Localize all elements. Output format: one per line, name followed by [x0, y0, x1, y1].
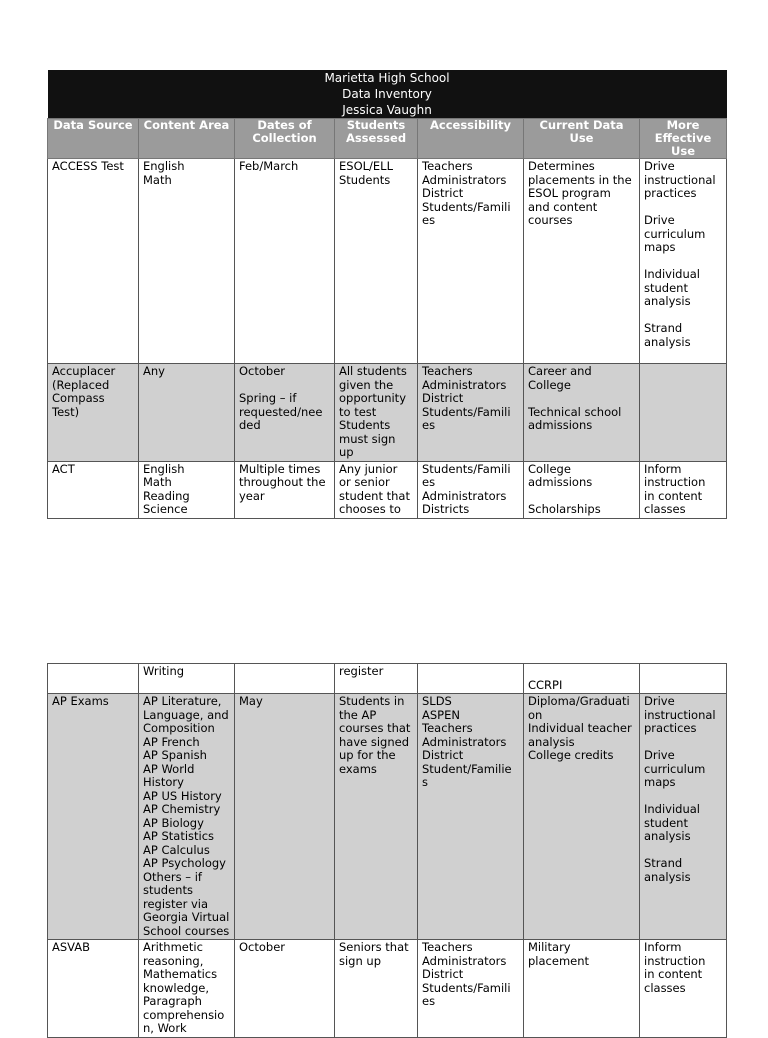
data-inventory-page-1 [47, 70, 726, 519]
content-area-cell: Arithmetic reasoning, Mathematics knowledge, Paragraph comprehensio n, Work [139, 940, 235, 1038]
dates-cell: October Spring – if requested/nee ded [235, 364, 335, 462]
effective-use-cell [640, 364, 727, 462]
dates-cell: October [235, 940, 335, 1038]
dates-cell [235, 664, 335, 694]
dates-cell: Multiple times throughout the year [235, 461, 335, 518]
header-current-data-use: Current Data Use [524, 119, 640, 159]
accessibility-cell: Students/Famili es Administrators Districts [418, 461, 524, 518]
current-use-cell: Career and College Technical school admissions [524, 364, 640, 462]
accessibility-cell: Teachers Administrators District Students/Famili es [418, 364, 524, 462]
accessibility-cell: SLDS ASPEN Teachers Administrators District Student/Familie s [418, 694, 524, 940]
table-row [48, 159, 727, 364]
table-row [48, 364, 727, 462]
table-row [48, 461, 727, 518]
effective-use-cell: Drive instructional practices Drive curriculum maps Individual student analysis Strand analysis [640, 159, 727, 364]
header-data-source: Data Source [48, 119, 139, 159]
students-assessed-cell: Seniors that sign up [335, 940, 418, 1038]
students-assessed-cell: Any junior or senior student that chooses to [335, 461, 418, 518]
dates-cell: May [235, 694, 335, 940]
current-use-cell: College admissions Scholarships [524, 461, 640, 518]
header-dates-of-collection: Dates of Collection [235, 119, 335, 159]
accessibility-cell: Teachers Administrators District Students/Famili es [418, 159, 524, 364]
data-source-cell: AP Exams [48, 694, 139, 940]
content-area-cell: AP Literature, Language, and Composition AP French AP Spanish AP World History AP US History AP Chemistry AP Biology AP Statistics AP Calculus AP Psychology Others – if students register via Georgia Virtual School courses [139, 694, 235, 940]
current-use-cell: Military placement [524, 940, 640, 1038]
effective-use-cell [640, 664, 727, 694]
header-row [48, 119, 727, 159]
accessibility-cell: Teachers Administrators District Students/Famili es [418, 940, 524, 1038]
table-row [48, 940, 727, 1038]
school-name: Marietta High School [324, 71, 450, 85]
dates-cell: Feb/March [235, 159, 335, 364]
header-students-assessed: Students Assessed [335, 119, 418, 159]
header-accessibility: Accessibility [418, 119, 524, 159]
accessibility-cell [418, 664, 524, 694]
students-assessed-cell: All students given the opportunity to test Students must sign up [335, 364, 418, 462]
table-row [48, 694, 727, 940]
author-name: Jessica Vaughn [342, 103, 432, 117]
data-source-cell: ACT [48, 461, 139, 518]
current-use-cell: CCRPI [524, 664, 640, 694]
inventory-subtitle: Data Inventory [342, 87, 432, 101]
header-content-area: Content Area [139, 119, 235, 159]
content-area-cell: Writing [139, 664, 235, 694]
inventory-table-2 [47, 663, 727, 1038]
header-more-effective-use: More Effective Use [640, 119, 727, 159]
data-source-cell: ASVAB [48, 940, 139, 1038]
current-use-cell: Diploma/Graduati on Individual teacher analysis College credits [524, 694, 640, 940]
content-area-cell: Any [139, 364, 235, 462]
content-area-cell: English Math [139, 159, 235, 364]
data-inventory-page-2 [47, 663, 726, 1038]
current-use-cell: Determines placements in the ESOL program and content courses [524, 159, 640, 364]
effective-use-cell: Inform instruction in content classes [640, 461, 727, 518]
students-assessed-cell: Students in the AP courses that have signed up for the exams [335, 694, 418, 940]
students-assessed-cell: register [335, 664, 418, 694]
table-row [48, 664, 727, 694]
effective-use-cell: Drive instructional practices Drive curriculum maps Individual student analysis Strand analysis [640, 694, 727, 940]
data-source-cell: Accuplacer (Replaced Compass Test) [48, 364, 139, 462]
data-source-cell: ACCESS Test [48, 159, 139, 364]
content-area-cell: English Math Reading Science [139, 461, 235, 518]
students-assessed-cell: ESOL/ELL Students [335, 159, 418, 364]
data-source-cell [48, 664, 139, 694]
title-bar [48, 70, 727, 119]
effective-use-cell: Inform instruction in content classes [640, 940, 727, 1038]
inventory-table-1 [47, 70, 727, 519]
